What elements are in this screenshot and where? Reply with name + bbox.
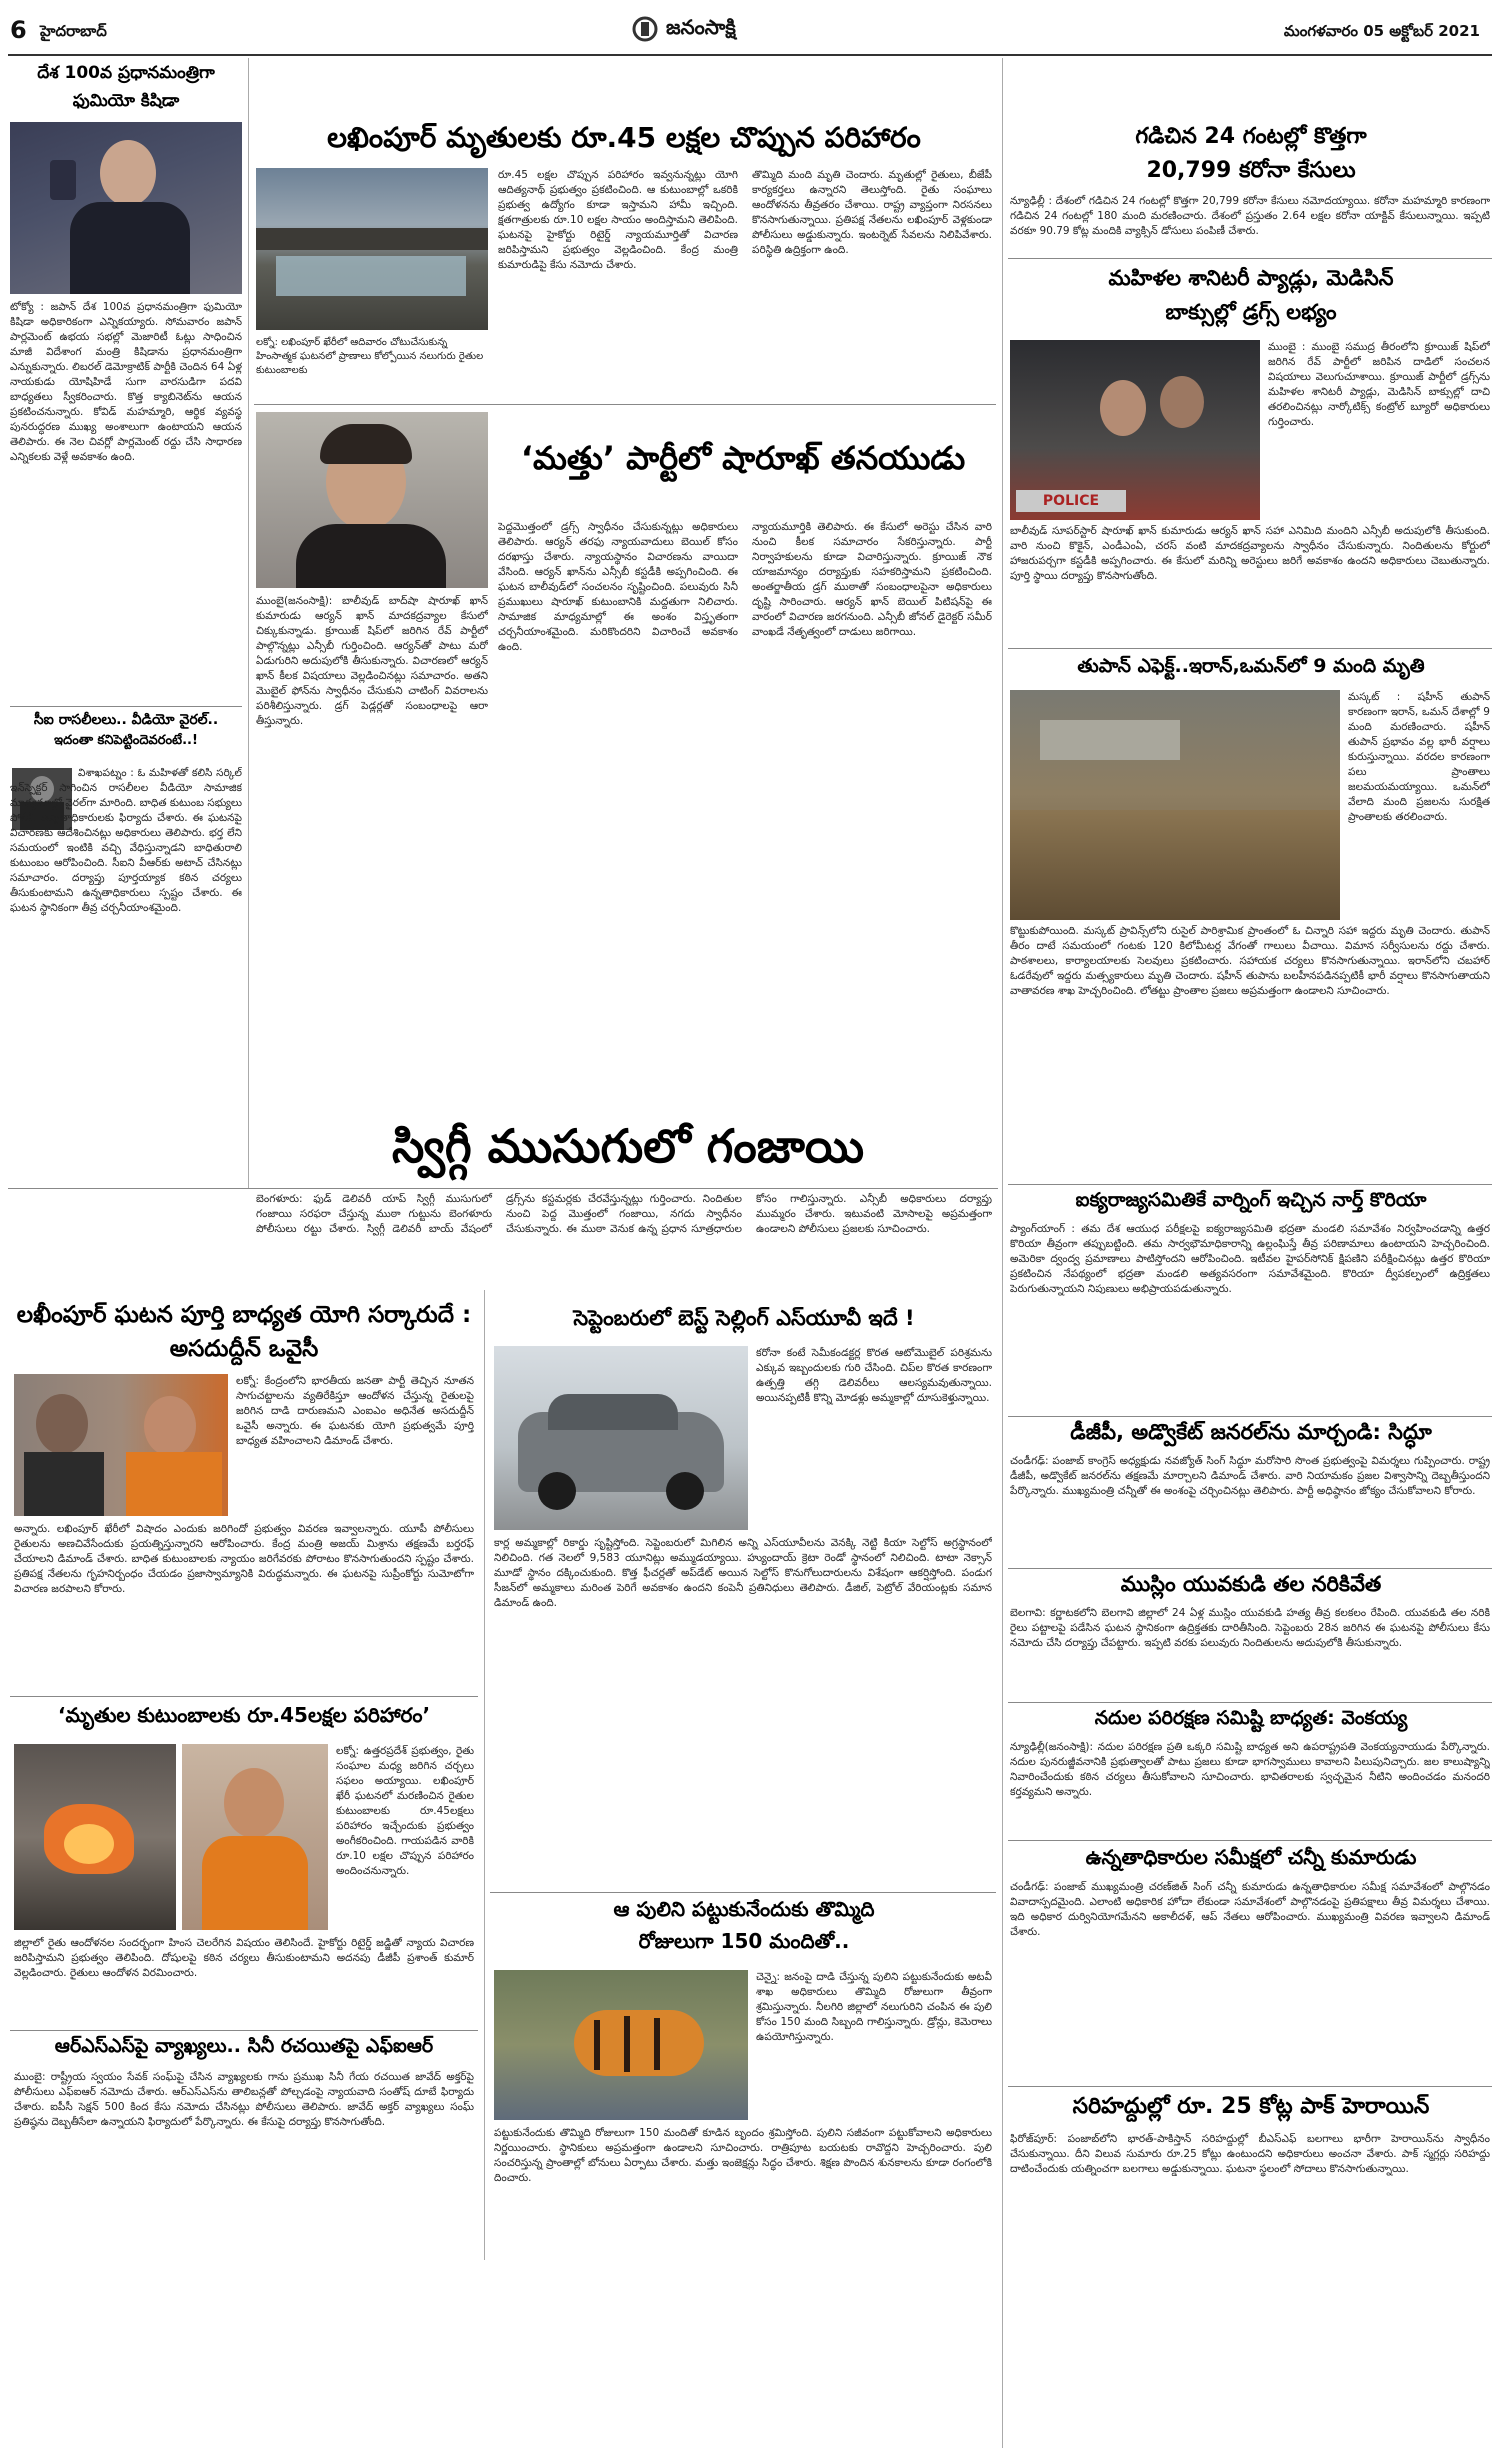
masthead-logo — [630, 14, 736, 44]
cyclone-body-1: మస్కట్ : షహీన్ తుపాన్ కారణంగా ఇరాన్, ఒమన్ దేశాల్లో 9 మంది మరణించారు. షహీన్ తుపాన్ ప్రభావం వల్ల భారీ వర్షాలు కురుస్తున్నాయి. వరదల కారణంగా పలు ప్రాంతాలు జలమయమయ్యాయి. ఒమన్‌లో వేలాది మంది ప్రజలను సురక్షిత ప్రాంతాలకు తరలించారు. — [1348, 691, 1490, 823]
tiger-headline-1: ఆ పులిని పట్టుకునేందుకు తొమ్మిది — [613, 1897, 875, 1921]
heroin-body: ఫిరోజ్‌పూర్: పంజాబ్‌లోని భారత్-పాకిస్తాన్ సరిహద్దుల్లో బీఎస్ఎఫ్ బలగాలు భారీగా హెరాయిన్‌ను స్వాధీనం చేసుకున్నాయి. దీని విలువ సుమారు రూ.25 కోట్లు ఉంటుందని అధికారులు అంచనా వేశారు. పాక్ స్మగ్లర్లు సరిహద్దు దాటించేందుకు యత్నించగా బలగాలు అడ్డుకున్నాయి. ఘటనా స్థలంలో సోదాలు కొనసాగుతున్నాయి. — [1010, 2133, 1490, 2175]
owaisi-body-1: లక్నో: కేంద్రంలోని భారతీయ జనతా పార్టీ తెచ్చిన నూతన సాగుచట్టాలను వ్యతిరేకిస్తూ ఆందోళన చేస్తున్న రైతులపై జరిగిన దాడి దారుణమని ఎంఐఎం అధినేత అసదుద్దీన్ ఒవైసీ అన్నారు. ఈ ఘటనకు యోగి ప్రభుత్వమే పూర్తి బాధ్యత వహించాలని డిమాండ్ చేశారు. — [236, 1375, 474, 1447]
compensation-body-2: జిల్లాలో రైతు ఆందోళనల సందర్భంగా హింస చెలరేగిన విషయం తెలిసిందే. హైకోర్టు రిటైర్డ్ జడ్జితో న్యాయ విచారణ జరిపిస్తామని ప్రభుత్వం తెలిపింది. దోషులపై కఠిన చర్యలు తీసుకుంటామని అదనపు డీజీపీ ప్రశాంత్ కుమార్ వెల్లడించారు. రైతులు ఆందోళన విరమించారు. — [14, 1937, 474, 1979]
tiger-body-1: చెన్నై: జనంపై దాడి చేస్తున్న పులిని పట్టుకునేందుకు అటవీ శాఖ అధికారులు తొమ్మిది రోజులుగా తీవ్రంగా శ్రమిస్తున్నారు. నీలగిరి జిల్లాలో నలుగురిని చంపిన ఈ పులి కోసం 150 మంది సిబ్బంది గాలిస్తున్నారు. డ్రోన్లు, కెమెరాలు ఉపయోగిస్తున్నారు. — [756, 1971, 992, 2043]
owaisi-body-2: అన్నారు. లఖింపూర్ ఖేరీలో విషాదం ఎందుకు జరిగిందో ప్రభుత్వం వివరణ ఇవ్వాలన్నారు. యూపీ పోలీసులు రైతులను అణచివేసేందుకు ప్రయత్నిస్తున్నారని ఆరోపించారు. కేంద్ర మంత్రి అజయ్ మిశ్రాను తక్షణమే బర్తరఫ్ చేయాలని డిమాండ్ చేశారు. బాధిత కుటుంబాలకు న్యాయం జరిగేవరకు పోరాటం కొనసాగుతుందని స్పష్టం చేశారు. ప్రతిపక్ష నేతలను గృహనిర్బంధం చేయడం ప్రజాస్వామ్యానికి విరుద్ధమన్నారు. ఈ ఘటనపై సుప్రీంకోర్టు సుమోటోగా విచారణ జరపాలని కోరారు. — [14, 1523, 474, 1595]
shahrukh-headline: ‘మత్తు’ పార్టీలో షారూఖ్ తనయుడు — [520, 439, 966, 477]
issue-date: మంగళవారం 05 అక్టోబర్ 2021 — [1283, 22, 1480, 40]
suv-headline: సెప్టెంబరులో బెస్ట్ సెల్లింగ్ ఎస్‌యూవీ ఇదే ! — [573, 1306, 915, 1330]
logo-icon — [630, 16, 660, 42]
drugs-headline-1: మహిళల శానిటరీ ప్యాడ్లు, మెడిసిన్ — [1108, 266, 1394, 290]
compensation-body-1: లక్నో: ఉత్తరప్రదేశ్ ప్రభుత్వం, రైతు సంఘాల మధ్య జరిగిన చర్చలు సఫలం అయ్యాయి. లఖింపూర్ ఖేరీ ఘటనలో మరణించిన రైతుల కుటుంబాలకు రూ.45లక్షలు పరిహారం ఇచ్చేందుకు ప్రభుత్వం అంగీకరించింది. గాయపడిన వారికి రూ.10 లక్షల చొప్పున పరిహారం అందించనున్నారు. — [336, 1745, 474, 1877]
page-number: 6 — [10, 16, 27, 44]
fir-body: ముంబై: రాష్ట్రీయ స్వయం సేవక్ సంఘ్‌పై చేసిన వ్యాఖ్యలకు గాను ప్రముఖ సినీ గేయ రచయిత జావేద్ అక్తర్‌పై పోలీసులు ఎఫ్ఐఆర్ నమోదు చేశారు. ఆర్ఎస్ఎస్‌ను తాలిబన్లతో పోల్చడంపై న్యాయవాది సంతోష్ దూబే ఫిర్యాదు చేశారు. ఐపీసీ సెక్షన్ 500 కింద కేసు నమోదు చేసినట్లు పోలీసులు తెలిపారు. జావేద్ అక్తర్ వ్యాఖ్యలు సంఘ్ ప్రతిష్ఠను దెబ్బతీసేలా ఉన్నాయని ఫిర్యాదులో పేర్కొన్నారు. ఈ కేసుపై దర్యాప్తు కొనసాగుతోంది. — [14, 2071, 474, 2128]
korea-headline: ఐక్యరాజ్యసమితికే వార్నింగ్ ఇచ్చిన నార్త్ కొరియా — [1075, 1189, 1427, 1211]
drugs-body-2: బాలీవుడ్ సూపర్‌స్టార్ షారూఖ్ ఖాన్ కుమారుడు ఆర్యన్ ఖాన్ సహా ఎనిమిది మందిని ఎన్సీబీ అదుపులోకి తీసుకుంది. వారి నుంచి కొకైన్, ఎండీఎంఏ, చరస్ వంటి మాదకద్రవ్యాలను స్వాధీనం చేసుకున్నారు. నిందితులను కోర్టులో హాజరుపర్చగా కస్టడీకి అప్పగించారు. ఈ కేసులో మరిన్ని అరెస్టులు జరిగే అవకాశం ఉందని అధికారులు చెబుతున్నారు. పూర్తి స్థాయి దర్యాప్తు కొనసాగుతోంది. — [1010, 525, 1490, 582]
swiggy-headline: స్విగ్గీ ముసుగులో గంజాయి — [392, 1119, 864, 1173]
corona-body: న్యూఢిల్లీ : దేశంలో గడిచిన 24 గంటల్లో కొత్తగా 20,799 కరోనా కేసులు నమోదయ్యాయి. కరోనా మహమ్మారి కారణంగా గడిచిన 24 గంటల్లో 180 మంది మరణించారు. దేశంలో ప్రస్తుతం 2.64 లక్షల కరోనా యాక్టివ్ కేసులున్నాయి. ఇప్పటి వరకూ 90.79 కోట్ల మందికి వ్యాక్సిన్ డోసులు పంపిణీ చేశారు. — [1010, 195, 1490, 237]
corona-headline-1: గడిచిన 24 గంటల్లో కొత్తగా — [1135, 124, 1367, 149]
lakhimpur-photo — [256, 168, 488, 330]
tiger-photo — [494, 1970, 748, 2120]
aryan-khan-photo — [256, 412, 488, 588]
heroin-headline: సరిహద్దుల్లో రూ. 25 కోట్ల పాక్ హెరాయిన్ — [1072, 2094, 1430, 2119]
owaisi-yogi-photo — [14, 1374, 228, 1516]
muslim-body: బెలగావి: కర్ణాటకలోని బెలగావి జిల్లాలో 24 ఏళ్ల ముస్లిం యువకుడి హత్య తీవ్ర కలకలం రేపింది. యువకుడి తల నరికి రైలు పట్టాలపై పడేసిన ఘటన స్థానికంగా ఉద్రిక్తతకు దారితీసింది. సెప్టెంబరు 28న జరిగిన ఈ ఘటనపై పోలీసులు కేసు నమోదు చేసి దర్యాప్తు చేపట్టారు. ఇప్పటి వరకు పలువురు నిందితులను అదుపులోకి తీసుకున్నారు. — [1010, 1607, 1490, 1649]
swiggy-body: బెంగళూరు: ఫుడ్ డెలివరీ యాప్ స్విగ్గీ ముసుగులో గంజాయి సరఫరా చేస్తున్న ముఠా గుట్టును బెంగళూరు పోలీసులు రట్టు చేశారు. స్విగ్గీ డెలివరీ బాయ్ ‌‌‌‌‌‌‌‌‌‌‌‌‌‌‌‌‌‌‌‌‌‌‌‌‌‌‌‌‌‌‌‌‌‌‌‌‌‌‌‌‌‌‌‌‌‌‌‌‌‌‌‌‌‌‌‌‌‌‌‌‌‌‌‌‌‌‌‌‌‌‌‌వేషంలో డ్రగ్స్‌ను కస్టమర్లకు చేరవేస్తున్నట్లు గుర్తించారు. నిందితుల నుంచి పెద్ద మొత్తంలో గంజాయి, నగదు స్వాధీనం చేసుకున్నారు. ఈ ముఠా వెనుక ఉన్న ప్రధాన సూత్రధారుల కోసం గాలిస్తున్నారు. ఎన్సీబీ అధికారులు దర్యాప్తు ముమ్మరం చేశారు. ఇటువంటి మోసాలపై అప్రమత్తంగా ఉండాలని పోలీసులు ప్రజలకు సూచించారు. — [256, 1193, 992, 1235]
city-label: హైదరాబాద్ — [40, 22, 107, 40]
shahrukh-body-col-3: న్యాయమూర్తికి తెలిపారు. ఈ కేసులో అరెస్టు చేసిన వారి నుంచి కీలక సమాచారం సేకరిస్తున్నారు. పార్టీ నిర్వాహకులను కూడా విచారిస్తున్నారు. క్రూయిజ్ నౌక యాజమాన్యం దర్యాప్తుకు సహకరిస్తామని ప్రకటించింది. అంతర్జాతీయ డ్రగ్ ముఠాతో సంబంధాలపైనా అధికారులు దృష్టి సారించారు. ఆర్యన్ ఖాన్ బెయిల్ పిటిషన్‌పై ఈ వారంలో విచారణ జరగనుంది. ఎన్సీబీ జోనల్ డైరెక్టర్ సమీర్ వాంఖడే నేతృత్వంలో దాడులు జరిగాయి. — [752, 521, 992, 638]
left-story-2-body: విశాఖపట్నం : ఓ మహిళతో కలిసి సర్కిల్ ఇన్‌స్పెక్టర్ సాగించిన రాసలీలల వీడియో సామాజిక మాధ్యమాల్లో వైరల్‌గా మారింది. బాధిత కుటుంబ సభ్యులు పోలీస్ ఉన్నతాధికారులకు ఫిర్యాదు చేశారు. ఈ ఘటనపై విచారణకు ఆదేశించినట్లు అధికారులు తెలిపారు. భర్త లేని సమయంలో ఇంటికి వచ్చి వేధిస్తున్నాడని బాధితురాలి కుటుంబం ఆరోపించింది. సీఐని వీఆర్‌కు అటాచ్ చేసినట్లు సమాచారం. దర్యాప్తు పూర్తయ్యాక కఠిన చర్యలు తీసుకుంటామని ఉన్నతాధికారులు స్పష్టం చేశారు. ఈ ఘటన స్థానికంగా తీవ్ర చర్చనీయాంశమైంది. — [10, 767, 242, 914]
kishida-photo — [10, 122, 242, 294]
venkaiah-body: న్యూఢిల్లీ(జనంసాక్షి): నదుల పరిరక్షణ ప్రతి ఒక్కరి సమిష్టి బాధ్యత అని ఉపరాష్ట్రపతి వెంకయ్యనాయుడు పేర్కొన్నారు. నదుల పునరుజ్జీవనానికి ప్రభుత్వాలతో పాటు ప్రజలు కూడా భాగస్వాములు కావాలని పిలుపునిచ్చారు. జల కాలుష్యాన్ని నివారించేందుకు కఠిన చర్యలు తీసుకోవాలని సూచించారు. భావితరాలకు స్వచ్ఛమైన నీటిని అందించడం మనందరి కర్తవ్యమని అన్నారు. — [1010, 1741, 1490, 1798]
left-story-1-headline-2: ఫుమియో కిషిడా — [72, 91, 180, 111]
muslim-headline: ముస్లిం యువకుడి తల నరికివేత — [1120, 1572, 1382, 1596]
venkaiah-headline: నదుల పరిరక్షణ సమిష్టి బాధ్యత: వెంకయ్య — [1094, 1707, 1408, 1729]
fire-photo — [14, 1744, 176, 1930]
shahrukh-body-col-2: పెద్దమొత్తంలో డ్రగ్స్ స్వాధీనం చేసుకున్నట్లు అధికారులు తెలిపారు. ఆర్యన్ తరఫు న్యాయవాదులు బెయిల్ కోసం దరఖాస్తు చేశారు. న్యాయస్థానం విచారణను వాయిదా వేసింది. ఆర్యన్ ఖాన్‌ను ఎన్సీబీ కస్టడీకి అప్పగించింది. ఈ ఘటన బాలీవుడ్‌లో సంచలనం సృష్టించింది. పలువురు సినీ ప్రముఖులు షారూఖ్ కుటుంబానికి మద్దతుగా నిలిచారు. సామాజిక మాధ్యమాల్లో ఈ అంశం విస్తృతంగా చర్చనీయాంశమైంది. మరికొందరిని విచారించే అవకాశం ఉంది. — [498, 521, 738, 653]
shahrukh-body-col-1: ముంబై(జనంసాక్షి): బాలీవుడ్ బాద్‌షా షారూఖ్ ఖాన్ కుమారుడు ఆర్యన్ ఖాన్ మాదకద్రవ్యాల కేసులో చిక్కుకున్నాడు. క్రూయిజ్ షిప్‌లో జరిగిన రేవ్ పార్టీలో పాల్గొన్నట్లు ఎన్సీబీ గుర్తించింది. ఆర్యన్‌తో పాటు మరో ఏడుగురిని అదుపులోకి తీసుకున్నారు. విచారణలో ఆర్యన్ ఖాన్ కీలక విషయాలు వెల్లడించినట్లు సమాచారం. అతని మొబైల్ ఫోన్‌ను స్వాధీనం చేసుకుని చాటింగ్ వివరాలను పరిశీలిస్తున్నారు. డ్రగ్ పెడ్లర్లతో సంబంధాలపై ఆరా తీస్తున్నారు. — [256, 595, 488, 727]
drugs-headline-2: బాక్సుల్లో డ్రగ్స్ లభ్యం — [1165, 300, 1337, 324]
channi-headline: ఉన్నతాధికారుల సమీక్షలో చన్నీ కుమారుడు — [1085, 1845, 1417, 1869]
korea-body: ప్యాంగ్‌యాంగ్ : తమ దేశ ఆయుధ పరీక్షలపై ఐక్యరాజ్యసమితి భద్రతా మండలి సమావేశం నిర్వహించడాన్ని ఉత్తర కొరియా తీవ్రంగా తప్పుబట్టింది. తమ సార్వభౌమాధికారాన్ని ఉల్లంఘిస్తే తీవ్ర పరిణామాలు ఉంటాయని హెచ్చరించింది. అమెరికా ద్వంద్వ ప్రమాణాలు పాటిస్తోందని ఆరోపించింది. ఇటీవల హైపర్‌సోనిక్ క్షిపణిని పరీక్షించినట్లు ఉత్తర కొరియా ప్రకటించిన నేపథ్యంలో భద్రతా మండలి అత్యవసరంగా సమావేశమైంది. కొరియా ద్వీపకల్పంలో ఉద్రిక్తతలు పెరుగుతున్నాయని నిపుణులు అభిప్రాయపడుతున్నారు. — [1010, 1223, 1490, 1295]
lead-headline: లఖింపూర్ మృతులకు రూ.45 లక్షల చొప్పున పరిహారం — [327, 121, 921, 154]
cyclone-photo — [1010, 690, 1340, 920]
sidhu-body: చండీగఢ్: పంజాబ్ కాంగ్రెస్ అధ్యక్షుడు నవజ్యోత్ సింగ్ సిద్ధూ మరోసారి సొంత ప్రభుత్వంపై విమర్శలు గుప్పించారు. రాష్ట్ర డీజీపీ, అడ్వొకేట్ జనరల్‌ను తక్షణమే మార్చాలని డిమాండ్ చేశారు. వారి నియామకం ప్రజల విశ్వాసాన్ని దెబ్బతీస్తుందని పేర్కొన్నారు. ముఖ్యమంత్రి చన్నీతో ఈ అంశంపై చర్చించినట్లు తెలిపారు. పార్టీ అధిష్ఠానం జోక్యం చేసుకోవాలని కోరారు. — [1010, 1455, 1490, 1497]
suv-photo — [494, 1346, 748, 1530]
cyclone-body-2: కొట్టుకుపోయింది. మస్కట్ ప్రావిన్స్‌లోని రుసైల్ పారిశ్రామిక ప్రాంతంలో ఓ చిన్నారి సహా ఇద్దరు మృతి చెందారు. తుపాన్ తీరం దాటే సమయంలో గంటకు 120 కిలోమీటర్ల వేగంతో గాలులు వీచాయి. విమాన సర్వీసులను రద్దు చేశారు. పాఠశాలలు, కార్యాలయాలకు సెలవులు ప్రకటించారు. సహాయక చర్యలు కొనసాగుతున్నాయి. ఇరాన్‌లోని చబహార్ ఓడరేవులో ఇద్దరు మత్స్యకారులు మృతి చెందారు. షహీన్ తుపాను బలహీనపడినప్పటికీ భారీ వర్షాలు కొనసాగుతాయని వాతావరణ శాఖ హెచ్చరించింది. లోతట్టు ప్రాంతాల ప్రజలు అప్రమత్తంగా ఉండాలని సూచించారు. — [1010, 925, 1490, 997]
lakhimpur-caption: లక్నో: లఖింపూర్ ఖేరీలో ఆదివారం చోటుచేసుకున్న హింసాత్మక ఘటనలో ప్రాణాలు కోల్పోయిన నలుగురు రైతుల కుటుంబాలకు — [256, 337, 484, 376]
left-story-2-headline-2: ఇదంతా కనిపెట్టిందెవరంటే..! — [54, 733, 198, 748]
lead-body-col-2: తొమ్మిది మంది మృతి చెందారు. మృతుల్లో రైతులు, బీజేపీ కార్యకర్తలు ఉన్నారని తెలుస్తోంది. రైతు సంఘాలు ఆందోళనను తీవ్రతరం చేశాయి. రాష్ట్ర వ్యాప్తంగా నిరసనలు కొనసాగుతున్నాయి. ప్రతిపక్ష నేతలను లఖింపూర్ వెళ్లకుండా పోలీసులు అడ్డుకున్నారు. ఇంటర్నెట్ సేవలను నిలిపివేశారు. పరిస్థితి ఉద్రిక్తంగా ఉంది. — [752, 169, 992, 256]
channi-body: చండీగఢ్: పంజాబ్ ముఖ్యమంత్రి చరణ్‌జిత్ సింగ్ చన్నీ కుమారుడు ఉన్నతాధికారుల సమీక్ష సమావేశంలో పాల్గొనడం వివాదాస్పదమైంది. ఎలాంటి అధికారిక హోదా లేకుండా సమావేశంలో పాల్గొనడంపై ప్రతిపక్షాలు తీవ్ర విమర్శలు చేశాయి. ఇది అధికార దుర్వినియోగమేనని అకాలీదళ్, ఆప్ నేతలు ఆరోపించారు. ముఖ్యమంత్రి వివరణ ఇవ్వాలని డిమాండ్ చేశారు. — [1010, 1881, 1490, 1938]
yogi-photo — [182, 1744, 328, 1930]
suv-body-1: కరోనా కంటే సెమీకండక్టర్ల కొరత ఆటోమొబైల్ పరిశ్రమను ఎక్కువ ఇబ్బందులకు గురి చేసింది. చిప్‌ల కొరత కారణంగా ఉత్పత్తి తగ్గి డెలివరీలు ఆలస్యమవుతున్నాయి. అయినప్పటికీ కొన్ని మోడళ్లు అమ్మకాల్లో దూసుకెళ్తున్నాయి. — [756, 1347, 992, 1404]
drugs-body-1: ముంబై : ముంబై సముద్ర తీరంలోని క్రూయిజ్ షిప్‌లో జరిగిన రేవ్ పార్టీలో జరిపిన దాడిలో సంచలన విషయాలు వెలుగుచూశాయి. క్రూయిజ్ పార్టీలో డ్రగ్స్‌ను మహిళల శానిటరీ ప్యాడ్లు, మెడిసిన్ బాక్సుల్లో దాచి తరలించినట్లు నార్కోటిక్స్ కంట్రోల్ బ్యూరో అధికారులు గుర్తించారు. — [1268, 341, 1490, 428]
cyclone-headline: తుపాన్ ఎఫెక్ట్..ఇరాన్,ఒమన్‌లో 9 మంది మృతి — [1077, 655, 1425, 677]
corona-headline-2: 20,799 కరోనా కేసులు — [1146, 158, 1356, 183]
fir-headline: ఆర్ఎస్ఎస్‌పై వ్యాఖ్యలు.. సినీ రచయితపై ఎఫ్ఐఆర్ — [54, 2035, 434, 2057]
compensation-headline: ‘మృతుల కుటుంబాలకు రూ.45లక్షల పరిహారం’ — [57, 1703, 431, 1727]
left-story-1-headline-1: దేశ 100వ ప్రధానమంత్రిగా — [37, 63, 215, 83]
tiger-body-2: పట్టుకునేందుకు తొమ్మిది రోజులుగా 150 మందితో కూడిన బృందం శ్రమిస్తోంది. పులిని సజీవంగా పట్టుకోవాలని అధికారులు నిర్ణయించారు. స్థానికులు అప్రమత్తంగా ఉండాలని సూచించారు. రాత్రిపూట బయటకు రావొద్దని హెచ్చరించారు. పులి సంచరిస్తున్న ప్రాంతాల్లో బోనులు ఏర్పాటు చేశారు. మత్తు ఇంజెక్షన్లు సిద్ధం చేశారు. శిక్షణ పొందిన శునకాలను కూడా రంగంలోకి దించారు. — [494, 2127, 992, 2184]
tiger-headline-2: రోజులుగా 150 మందితో.. — [638, 1929, 850, 1953]
owaisi-headline: లఖీంపూర్ ఘటన పూర్తి బాధ్యత యోగి సర్కారుదే : అసదుద్దీన్ ఒవైసీ — [16, 1302, 472, 1362]
suv-body-2: కార్ల అమ్మకాల్లో రికార్డు సృష్టిస్తోంది. సెప్టెంబరులో మిగిలిన అన్ని ఎస్‌యూవీలను వెనక్కి నెట్టి కియా సెల్టోస్ అగ్రస్థానంలో నిలిచింది. గత నెలలో 9,583 యూనిట్లు అమ్ముడయ్యాయి. హ్యుందాయ్ క్రెటా రెండో స్థానంలో నిలిచింది. టాటా నెక్సాన్ మూడో స్థానం దక్కించుకుంది. కొత్త ఫీచర్లతో అప్‌డేట్ అయిన సెల్టోస్ కొనుగోలుదారులను విశేషంగా ఆకర్షిస్తోంది. పండుగ సీజన్‌లో అమ్మకాలు మరింత పెరిగే అవకాశం ఉందని కంపెనీ ప్రతినిధులు తెలిపారు. డీజిల్, పెట్రోల్ వేరియంట్లకు సమాన డిమాండ్ ఉంది. — [494, 1537, 992, 1609]
lead-body-col-1: రూ.45 లక్షల చొప్పున పరిహారం ఇవ్వనున్నట్లు యోగి ఆదిత్యనాథ్ ప్రభుత్వం ప్రకటించింది. ఆ కుటుంబాల్లో ఒకరికి ప్రభుత్వ ఉద్యోగం కూడా ఇస్తామని హామీ ఇచ్చింది. క్షతగాత్రులకు రూ.10 లక్షల సాయం అందిస్తామని తెలిపింది. ఘటనపై హైకోర్టు రిటైర్డ్ న్యాయమూర్తితో విచారణ జరిపిస్తామని ప్రభుత్వం వెల్లడించింది. కేంద్ర మంత్రి కుమారుడిపై కేసు నమోదు చేశారు. — [498, 169, 738, 271]
sidhu-headline: డీజీపీ, అడ్వొకేట్ జనరల్‌ను మార్చండి: సిద్ధూ — [1070, 1420, 1432, 1444]
left-story-2-headline-1: సీఐ రాసలీలలు.. వీడియో వైరల్.. — [33, 712, 219, 728]
police-sign: POLICE — [1016, 490, 1126, 512]
ncb-photo — [1010, 340, 1260, 520]
paper-name: జనంసాక్షి — [666, 14, 736, 39]
left-story-1-body: టోక్యో : జపాన్ దేశ 100వ ప్రధానమంత్రిగా ఫుమియో కిషిడా అధికారికంగా ఎన్నికయ్యారు. సోమవారం జపాన్ పార్లమెంట్ ఉభయ సభల్లో మెజారిటీ ఓట్లు సాధించిన మాజీ విదేశాంగ మంత్రి కిషిడాను ప్రధానమంత్రిగా ఎన్నుకున్నారు. లిబరల్ డెమోక్రాటిక్ పార్టీకి చెందిన 64 ఏళ్ల నాయకుడు యోషిహిడే సుగా వారసుడిగా పదవి బాధ్యతలు స్వీకరించారు. కొత్త క్యాబినెట్‌ను ఆయన ప్రకటించనున్నారు. కోవిడ్ మహమ్మారి, ఆర్థిక వ్యవస్థ పునరుద్ధరణ ముఖ్య అంశాలుగా ఉంటాయని ఆయన తెలిపారు. ఈ నెల చివర్లో పార్లమెంట్ రద్దు చేసి సాధారణ ఎన్నికలకు వెళ్లే అవకాశం ఉంది. — [10, 301, 242, 463]
